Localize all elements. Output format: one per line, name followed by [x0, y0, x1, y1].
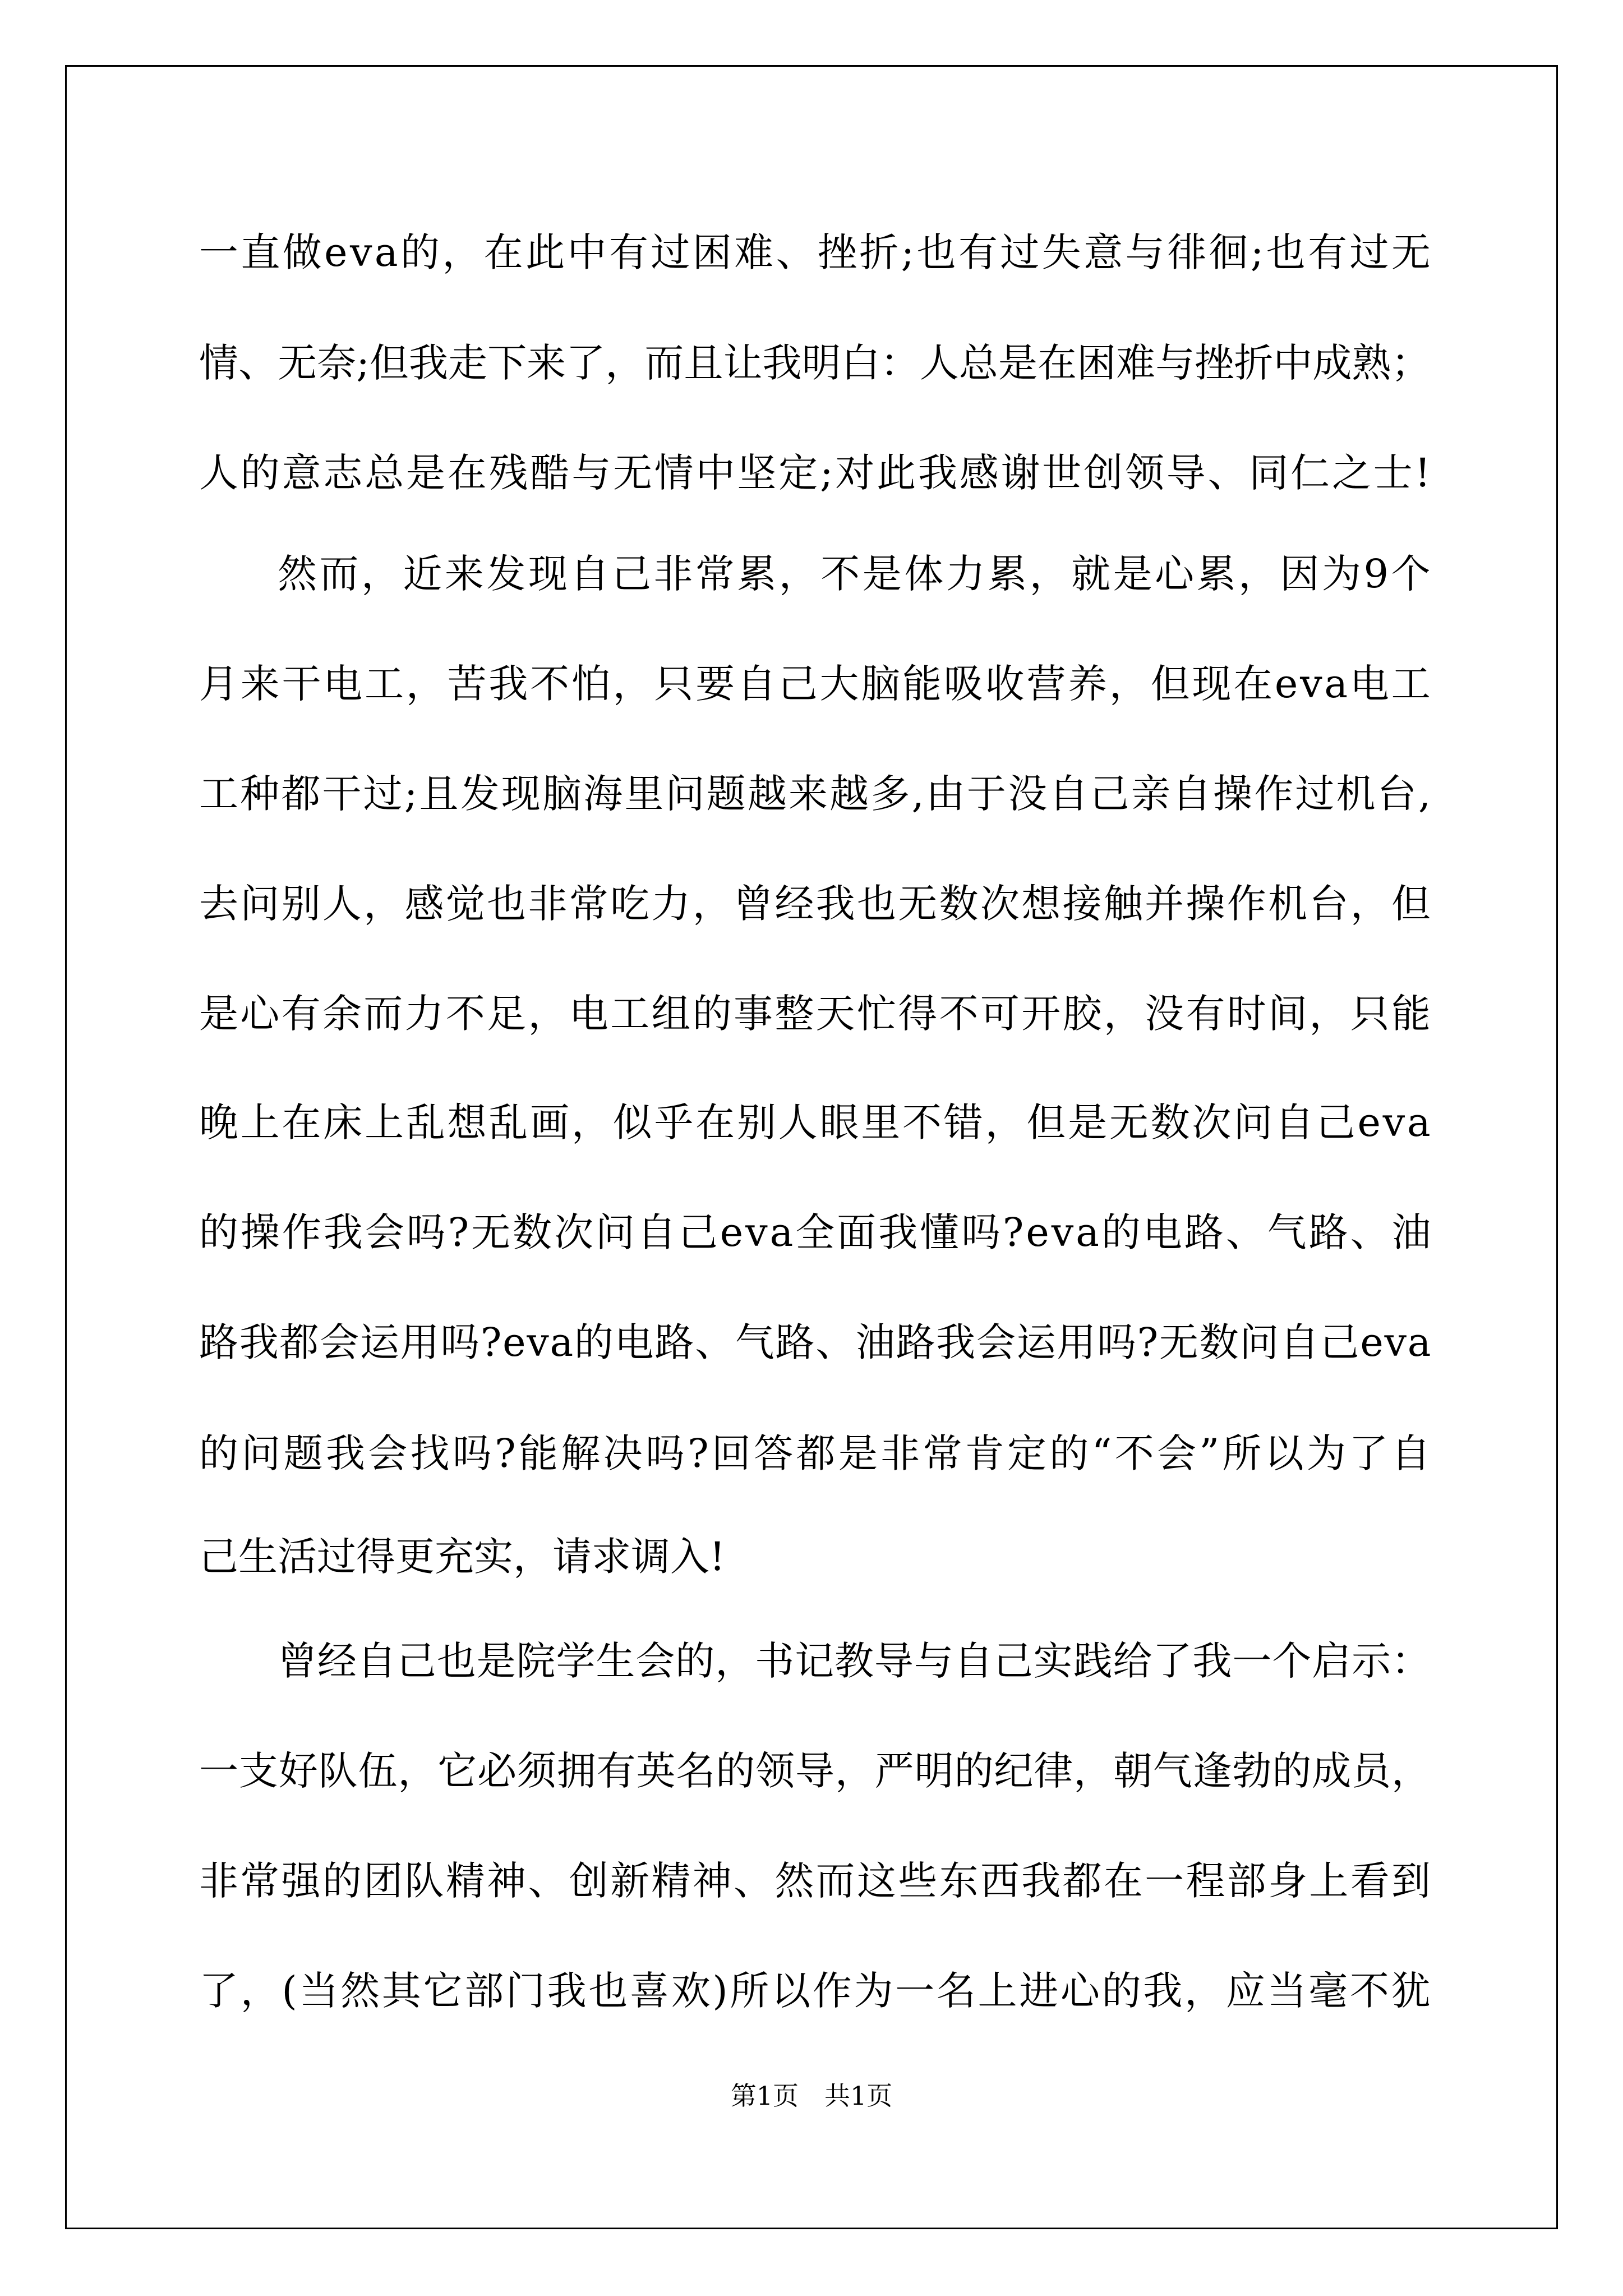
text-line: 曾经自己也是院学生会的，书记教导与自己实践给了我一个启示： [278, 1638, 1431, 1684]
page-number-footer: 第1页 共1页 [730, 2081, 893, 2111]
text-line: 一直做eva的，在此中有过困难、挫折;也有过失意与徘徊;也有过无 [199, 229, 1433, 275]
text-line: 的问题我会找吗?能解决吗?回答都是非常肯定的“不会”所以为了自 [199, 1430, 1433, 1476]
text-line: 晚上在床上乱想乱画，似乎在别人眼里不错，但是无数次问自己eva [199, 1099, 1433, 1145]
text-line: 己生活过得更充实，请求调入! [199, 1534, 726, 1580]
text-line: 情、无奈;但我走下来了，而且让我明白：人总是在困难与挫折中成熟； [199, 340, 1431, 386]
text-line: 去问别人，感觉也非常吃力，曾经我也无数次想接触并操作机台，但 [199, 881, 1433, 927]
text-line: 一支好队伍，它必须拥有英名的领导，严明的纪律，朝气逢勃的成员， [199, 1748, 1431, 1794]
text-line: 月来干电工，苦我不怕，只要自己大脑能吸收营养，但现在eva电工 [199, 661, 1433, 707]
text-line: 非常强的团队精神、创新精神、然而这些东西我都在一程部身上看到 [199, 1858, 1433, 1904]
text-line: 然而，近来发现自己非常累，不是体力累，就是心累，因为9个 [278, 551, 1433, 597]
text-line: 路我都会运用吗?eva的电路、气路、油路我会运用吗?无数问自己eva [199, 1319, 1432, 1365]
text-line: 工种都干过;且发现脑海里问题越来越多,由于没自己亲自操作过机台, [199, 771, 1433, 817]
text-line: 的操作我会吗?无数次问自己eva全面我懂吗?eva的电路、气路、油 [199, 1209, 1433, 1255]
text-line: 是心有余而力不足，电工组的事整天忙得不可开胶，没有时间，只能 [199, 991, 1433, 1037]
text-line: 人的意志总是在残酷与无情中坚定;对此我感谢世创领导、同仁之士! [199, 450, 1433, 496]
text-line: 了，(当然其它部门我也喜欢)所以作为一名上进心的我，应当毫不犹 [199, 1968, 1433, 2014]
